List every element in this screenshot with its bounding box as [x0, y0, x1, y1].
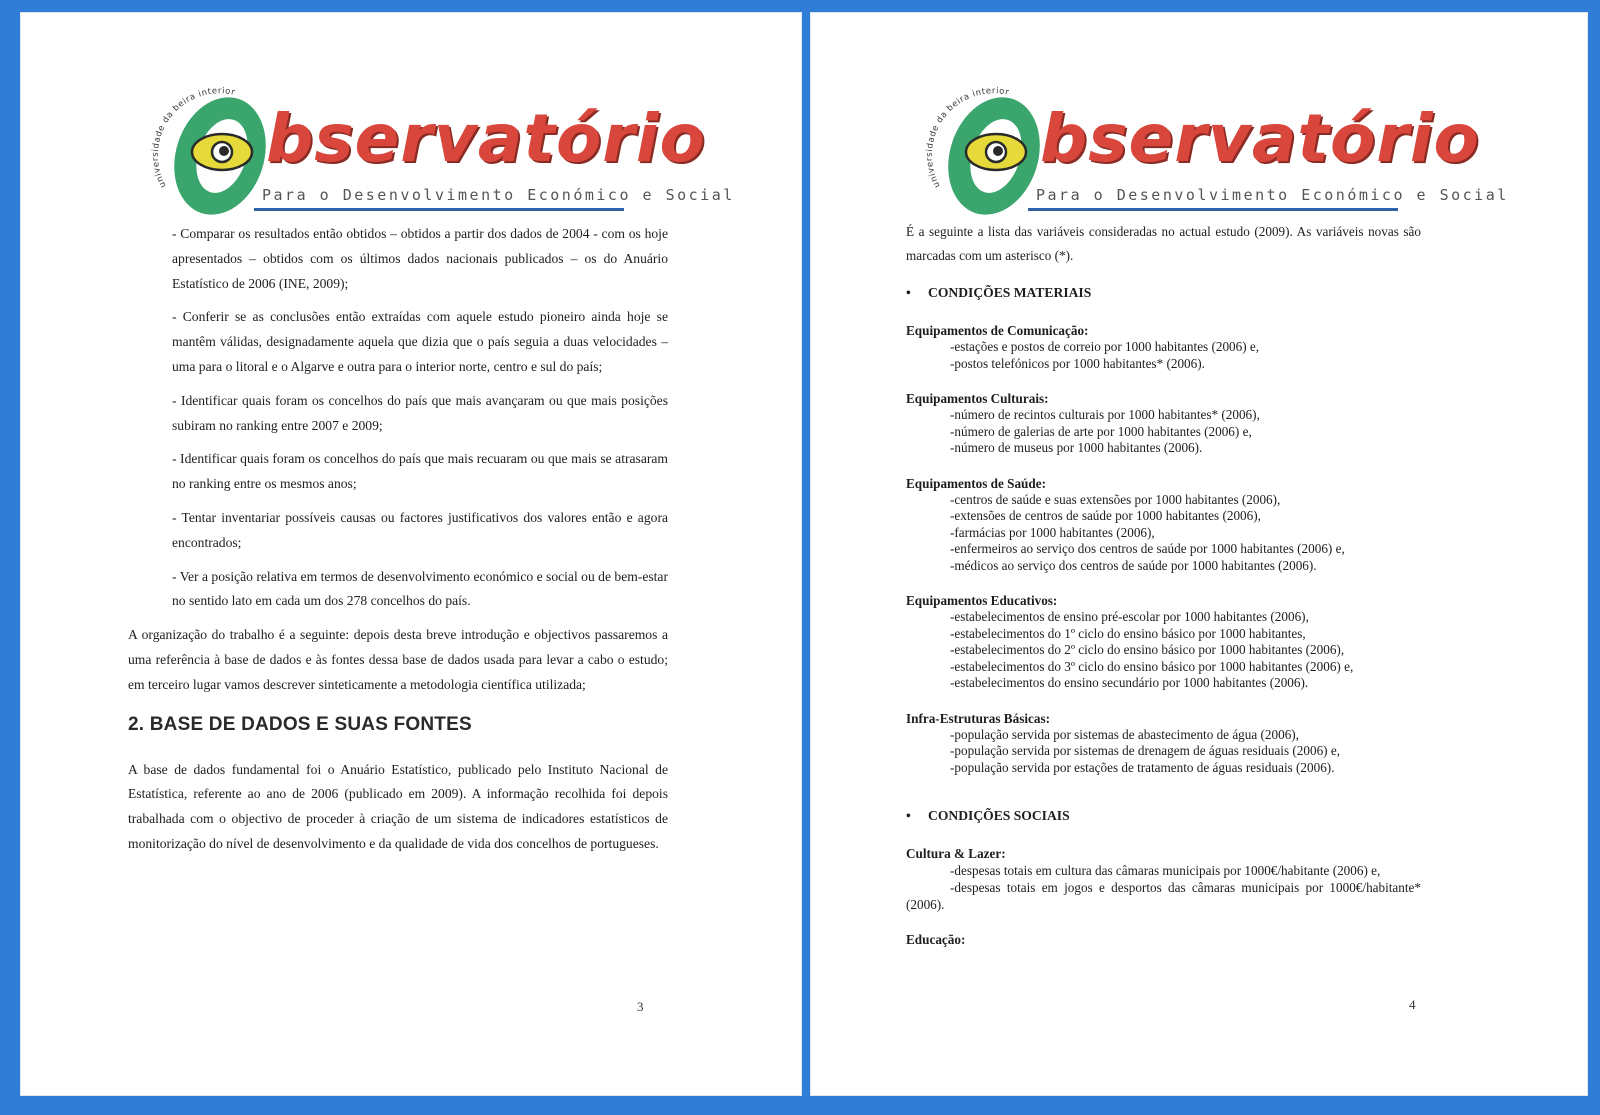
group-title: Equipamentos Educativos:	[906, 593, 1058, 608]
svg-text:universidade da beira interior: universidade da beira interior	[150, 86, 237, 190]
section-material-heading: • CONDIÇÕES MATERIAIS	[906, 285, 1092, 300]
intro-paragraph: É a seguinte a lista das variáveis consideradas no actual estudo (2009). As variáveis novas são marcadas com um asterisco (*).	[906, 224, 1421, 263]
logo-subtitle: Para o Desenvolvimento Económico e Social	[262, 186, 735, 204]
variable-item: -enfermeiros ao serviço dos centros de saúde por 1000 habitantes (2006) e,	[950, 541, 1345, 556]
svg-text:universidade da beira interior: universidade da beira interior	[924, 86, 1011, 190]
variable-item: -estações e postos de correio por 1000 habitantes (2006) e,	[950, 339, 1260, 354]
logo-subtitle: Para o Desenvolvimento Económico e Social	[1036, 186, 1509, 204]
objective-item: - Ver a posição relativa em termos de desenvolvimento económico e social ou de bem-estar no sentido lato em cada um dos 278 concelhos do país.	[172, 568, 668, 609]
page-3-body	[128, 222, 668, 873]
variable-group	[906, 390, 1421, 457]
observatorio-logo	[912, 78, 1509, 228]
variable-group	[906, 710, 1421, 777]
variable-group	[906, 475, 1421, 575]
page-4-body	[906, 220, 1421, 948]
section-heading: 2. BASE DE DADOS E SUAS FONTES	[128, 713, 472, 735]
document-page-3	[20, 12, 802, 1096]
objective-item: - Tentar inventariar possíveis causas ou factores justificativos dos valores então e agora encontrados;	[172, 509, 668, 550]
objective-item: - Conferir se as conclusões então extraídas com aquele estudo pioneiro ainda hoje se mantêm válidas, designadamente aquela que dizia que o país seguia a duas velocidades – uma para o litoral e o Algarve e outra para o interior norte, centro e sul do país;	[172, 309, 668, 374]
observatorio-logo	[138, 78, 735, 228]
document-page-4	[810, 12, 1588, 1096]
group-title: Equipamentos Culturais:	[906, 391, 1049, 406]
group-title: Educação:	[906, 932, 966, 947]
section-social-heading: • CONDIÇÕES SOCIAIS	[906, 808, 1070, 823]
group-title: Cultura & Lazer:	[906, 846, 1006, 861]
variable-item: -farmácias por 1000 habitantes (2006),	[950, 524, 1155, 540]
spacer	[906, 794, 1421, 808]
variable-item: -número de galerias de arte por 1000 habitantes (2006) e,	[950, 423, 1252, 439]
bullet-icon: •	[906, 808, 911, 823]
bullet-icon: •	[906, 285, 911, 300]
objective-item: - Comparar os resultados então obtidos – obtidos a partir dos dados de 2004 - com os hoje apresentados – obtidos com os últimos dados nacionais publicados – os do Anuário Estatístico de 2006 (INE, 2009);	[172, 226, 668, 291]
organization-paragraph: A organização do trabalho é a seguinte: depois desta breve introdução e objectivos passaremos a uma referência à base de dados e às fontes dessa base de dados usada para levar a cabo o estudo; em terceiro lugar vamos descrever sinteticamente a metodologia científica utilizada;	[128, 627, 668, 692]
variable-item: -número de museus por 1000 habitantes (2006).	[950, 440, 1203, 455]
objective-item: - Identificar quais foram os concelhos do país que mais recuaram ou que mais se atrasaram no ranking entre os mesmos anos;	[172, 451, 668, 492]
variable-item: -centros de saúde e suas extensões por 1000 habitantes (2006),	[950, 491, 1281, 507]
page-number: 3	[637, 999, 644, 1014]
variable-item: -despesas totais em cultura das câmaras municipais por 1000€/habitante (2006) e,	[950, 863, 1381, 878]
variable-item: -população servida por estações de tratamento de águas residuais (2006).	[950, 759, 1335, 775]
objective-item: - Identificar quais foram os concelhos do país que mais avançaram ou que mais posições subiram no ranking entre 2007 e 2009;	[172, 392, 668, 433]
variable-item: -população servida por sistemas de drenagem de águas residuais (2006) e,	[950, 743, 1340, 758]
group-title: Infra-Estruturas Básicas:	[906, 710, 1050, 726]
variable-item: -despesas totais em jogos e desportos das câmaras municipais por 1000€/habitante* (2006).	[906, 880, 1421, 912]
logo-underline	[254, 208, 624, 211]
variable-item: -postos telefónicos por 1000 habitantes* (2006).	[950, 355, 1205, 371]
variable-item: -população servida por sistemas de abastecimento de água (2006),	[950, 726, 1299, 742]
logo-word: bservatório	[1040, 100, 1480, 177]
variable-item: -extensões de centros de saúde por 1000 habitantes (2006),	[950, 508, 1261, 523]
base-paragraph: A base de dados fundamental foi o Anuário Estatístico, publicado pelo Instituto Nacional de Estatística, referente ao ano de 2006 (publicado em 2009). A informação recolhida foi depois trabalhada com o objectivo de proceder à criação de um sistema de indicadores estatísticos de monitorização do nível de desenvolvimento e da qualidade de vida dos concelhos de portugueses.	[128, 761, 668, 851]
variable-item: -estabelecimentos de ensino pré-escolar por 1000 habitantes (2006),	[950, 609, 1309, 624]
variable-group	[906, 322, 1421, 372]
page-number: 4	[1409, 997, 1416, 1012]
logo-word: bservatório	[266, 100, 706, 177]
group-title: Equipamentos de Comunicação:	[906, 323, 1089, 338]
variable-item: -número de recintos culturais por 1000 habitantes* (2006),	[950, 407, 1260, 422]
variable-item: -estabelecimentos do 3º ciclo do ensino básico por 1000 habitantes (2006) e,	[950, 658, 1354, 674]
variable-item: -estabelecimentos do ensino secundário por 1000 habitantes (2006).	[950, 675, 1309, 690]
variable-group	[906, 845, 1421, 913]
group-title: Equipamentos de Saúde:	[906, 475, 1046, 491]
variable-group	[906, 592, 1421, 692]
variable-item: -estabelecimentos do 1º ciclo do ensino básico por 1000 habitantes,	[950, 625, 1306, 641]
logo-underline	[1028, 208, 1398, 211]
variable-item: -estabelecimentos do 2º ciclo do ensino básico por 1000 habitantes (2006),	[950, 642, 1345, 657]
variable-item: -médicos ao serviço dos centros de saúde por 1000 habitantes (2006).	[950, 557, 1317, 573]
